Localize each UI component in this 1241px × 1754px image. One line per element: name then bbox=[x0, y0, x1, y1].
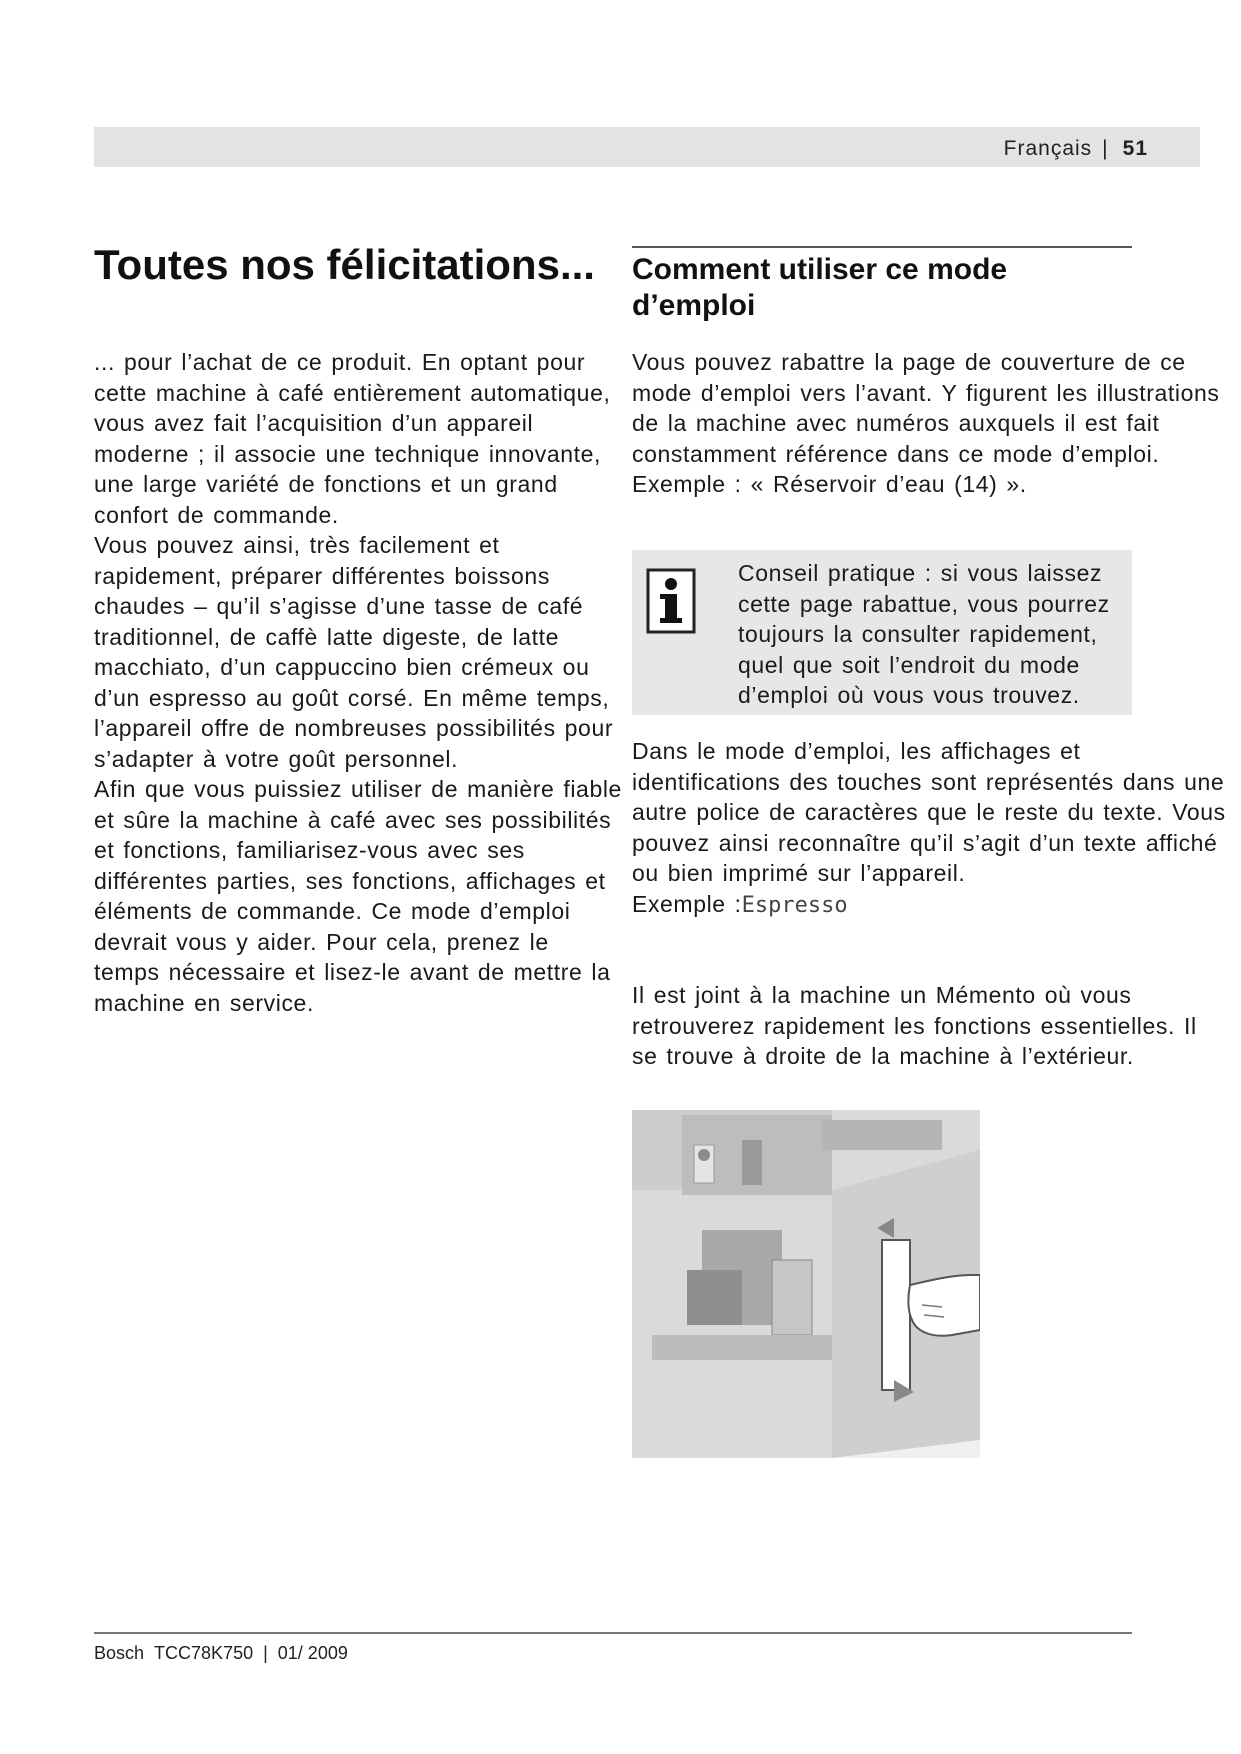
footer-separator: | bbox=[263, 1643, 268, 1663]
footer-brand: Bosch bbox=[94, 1643, 145, 1663]
example-label: Exemple : bbox=[632, 890, 742, 917]
right-title: Comment utiliser ce mode d’emploi bbox=[632, 253, 1008, 322]
left-column bbox=[94, 347, 622, 1018]
familiarize-paragraph: Afin que vous puissiez utiliser de manière fiable et sûre la machine à café avec ses possibilités et fonctions, familiarisez-vous avec ses différentes parties, ses fonctions, affichages et éléments de commande. Ce mode d’emploi devrait vous y aider. Pour cela, prenez le temps nécessaire et lisez-le avant de mettre la machine en service. bbox=[94, 776, 622, 1016]
machine-illustration bbox=[632, 1110, 980, 1458]
example-line bbox=[632, 889, 1232, 922]
prepare-paragraph: Vous pouvez ainsi, très facilement et rapidement, préparer différentes boissons chaudes – qu’il s’agisse d’une tasse de café traditionnel, de caffè latte digeste, de latte macchiato, d’un cappuccino bien crémeux ou d’un espresso au goût corsé. En même temps, l’appareil offre de nombreuses possibilités pour s’adapter à votre goût personnel. bbox=[94, 532, 614, 772]
memento-section bbox=[632, 980, 1202, 1072]
display-paragraph: Dans le mode d’emploi, les affichages et identifications des touches sont représentés dans une autre police de caractères que le reste du texte. Vous pouvez ainsi reconnaître qu’il s’agit d’un texte affiché ou bien imprimé sur l’appareil. bbox=[632, 738, 1226, 886]
left-title: Toutes nos félicitations... bbox=[94, 241, 595, 288]
intro-paragraph: ... pour l’achat de ce produit. En optant pour cette machine à café entièrement automatique, vous avez fait l’acquisition d’un appareil moderne ; il associe une technique innovante, une large variété de fonctions et un grand confort de commande. bbox=[94, 349, 611, 528]
page-number: 51 bbox=[1122, 137, 1148, 160]
fold-section bbox=[632, 347, 1232, 500]
header-language: Français bbox=[1003, 137, 1093, 160]
example-value: Espresso bbox=[741, 892, 848, 918]
header-separator: | bbox=[1102, 137, 1109, 160]
memento-paragraph: Il est joint à la machine un Mémento où vous retrouverez rapidement les fonctions essentielles. Il se trouve à droite de la machine à l’extérieur. bbox=[632, 982, 1197, 1069]
footer-rule bbox=[94, 1632, 1132, 1634]
footer-date: 01/ 2009 bbox=[277, 1643, 348, 1663]
tip-text: Conseil pratique : si vous laissez cette page rabattue, vous pourrez toujours la consulter rapidement, quel que soit l’endroit du mode d’emploi où vous vous trouvez. bbox=[738, 560, 1110, 708]
section-rule bbox=[632, 246, 1132, 248]
footer-model: TCC78K750 bbox=[154, 1643, 254, 1663]
info-icon bbox=[646, 568, 696, 634]
page-header bbox=[1004, 137, 1148, 161]
fold-paragraph: Vous pouvez rabattre la page de couverture de ce mode d’emploi vers l’avant. Y figurent les illustrations de la machine avec numéros auxquels il est fait constamment référence dans ce mode d’emploi. Exemple : « Réservoir d’eau (14) ». bbox=[632, 349, 1220, 497]
display-section bbox=[632, 736, 1232, 921]
tip-box bbox=[632, 550, 1132, 715]
page-footer bbox=[94, 1643, 358, 1664]
